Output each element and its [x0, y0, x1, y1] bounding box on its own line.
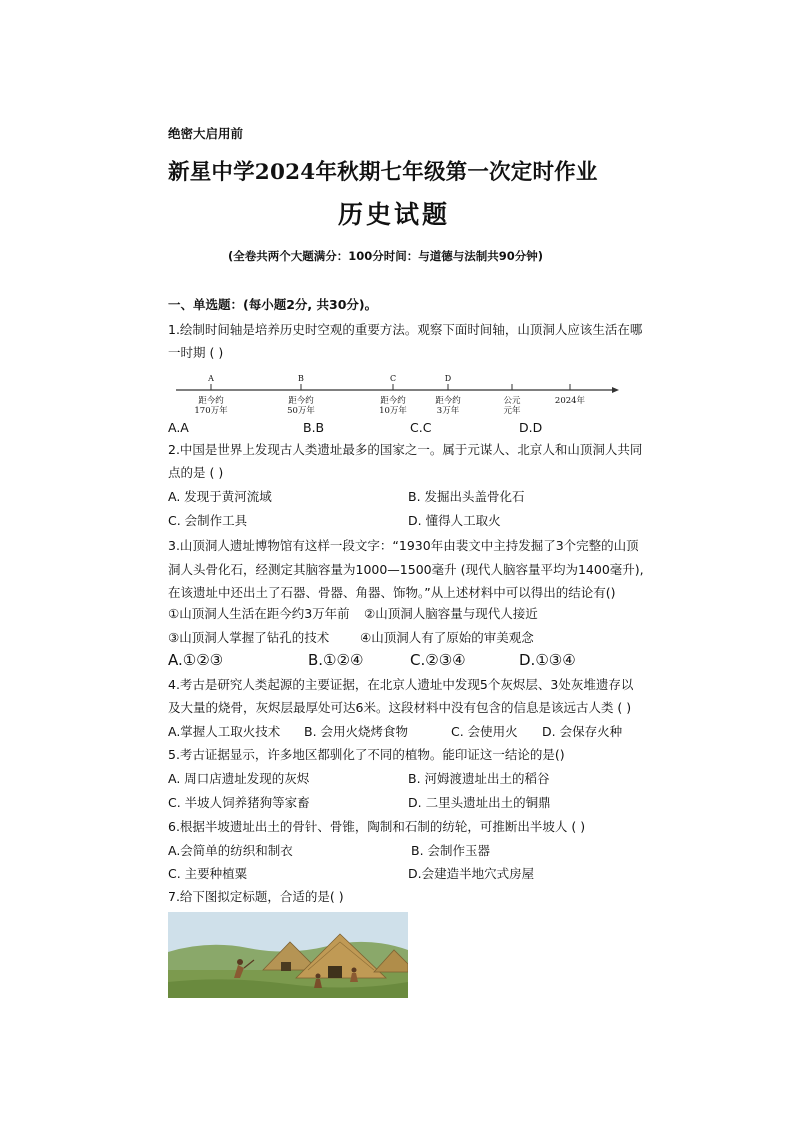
q4-text-line1: 4.考古是研究人类起源的主要证据，在北京人遗址中发现5个灰烬层、3处灰堆遗存以	[168, 677, 634, 692]
q3-statement-4: ④山顶洞人有了原始的审美观念	[360, 630, 534, 645]
q4-option-a[interactable]: A.掌握人工取火技术	[168, 724, 281, 739]
q1-option-c[interactable]: C.C	[410, 420, 432, 435]
q2-text-line2: 点的是 ( )	[168, 465, 224, 480]
q6-option-a[interactable]: A.会简单的纺织和制衣	[168, 843, 293, 858]
timeline-point-sublabel: 3万年	[436, 406, 460, 416]
q2-option-c[interactable]: C. 会制作工具	[168, 513, 248, 528]
timeline-mark-label: D	[444, 374, 452, 383]
q4-option-c[interactable]: C. 会使用火	[451, 724, 518, 739]
q3-statement-1: ①山顶洞人生活在距今约3万年前	[168, 606, 350, 621]
timeline-point-sublabel: 170万年	[194, 406, 228, 416]
timeline-point-label: 距今约	[288, 396, 314, 406]
q6-text-line1: 6.根据半坡遗址出土的骨针、骨锥，陶制和石制的纺轮，可推断出半坡人 ( )	[168, 819, 586, 834]
q3-statement-3: ③山顶洞人掌握了钻孔的技术	[168, 630, 330, 645]
timeline-point-label: 公元	[503, 396, 521, 406]
exam-note: (全卷共两个大题满分：100分时间：与道德与法制共90分钟)	[228, 249, 544, 263]
q2-text-line1: 2.中国是世界上发现古人类遗址最多的国家之一。属于元谋人、北京人和山顶洞人共同	[168, 442, 643, 457]
q5-text-line1: 5.考古证据显示，许多地区都驯化了不同的植物。能印证这一结论的是()	[168, 747, 565, 762]
timeline-point-sublabel: 50万年	[287, 406, 315, 416]
q3-text-line3: 在该遗址中还出土了石器、骨器、角器、饰物。”从上述材料中可以得出的结论有()	[168, 585, 616, 600]
q3-statement-2: ②山顶洞人脑容量与现代人接近	[364, 606, 538, 621]
timeline-mark-label: B	[298, 374, 304, 383]
q3-text-line1: 3.山顶洞人遗址博物馆有这样一段文字：“1930年由裴文中主持发掘了3个完整的山顶	[168, 538, 639, 553]
q3-option-a[interactable]: A.①②③	[168, 651, 224, 669]
timeline-point-label: 距今约	[435, 396, 461, 406]
q2-option-d[interactable]: D. 懂得人工取火	[408, 513, 501, 528]
timeline-point-sublabel: 元年	[503, 406, 521, 416]
q1-text-line2: 一时期 ( )	[168, 345, 224, 360]
timeline-arrow	[612, 387, 619, 393]
subject-title: 历史试题	[338, 200, 451, 229]
confidential-label: 绝密大启用前	[168, 126, 244, 141]
q2-option-a[interactable]: A. 发现于黄河流域	[168, 489, 272, 504]
timeline-point-label: 距今约	[380, 396, 406, 406]
timeline-mark-label: A	[208, 374, 214, 383]
q4-option-b[interactable]: B. 会用火烧烤食物	[304, 724, 409, 739]
q4-option-d[interactable]: D. 会保存火种	[542, 724, 623, 739]
village-illustration	[168, 912, 408, 998]
q3-option-c[interactable]: C.②③④	[410, 651, 466, 669]
q6-option-d[interactable]: D.会建造半地穴式房屋	[408, 866, 535, 881]
q1-text-line1: 1.绘制时间轴是培养历史时空观的重要方法。观察下面时间轴，山顶洞人应该生活在哪	[168, 322, 643, 337]
q7-text-line1: 7.给下图拟定标题，合适的是( )	[168, 889, 344, 904]
q1-option-d[interactable]: D.D	[519, 420, 543, 435]
section-heading: 一、单选题：(每小题2分, 共30分)。	[168, 297, 378, 312]
q1-option-b[interactable]: B.B	[303, 420, 325, 435]
q5-option-d[interactable]: D. 二里头遗址出土的铜鼎	[408, 795, 551, 810]
q1-option-a[interactable]: A.A	[168, 420, 189, 435]
timeline-mark-label: C	[389, 374, 397, 383]
timeline-point-label: 距今约	[198, 396, 224, 406]
q5-option-b[interactable]: B. 河姆渡遗址出土的稻谷	[408, 771, 550, 786]
q3-option-d[interactable]: D.①③④	[519, 651, 576, 669]
q5-option-a[interactable]: A. 周口店遗址发现的灰烬	[168, 771, 310, 786]
exam-title: 新星中学2024年秋期七年级第一次定时作业	[168, 160, 598, 185]
q4-text-line2: 及大量的烧骨，灰烬层最厚处可达6米。这段材料中没有包含的信息是该远古人类 ( )	[168, 700, 632, 715]
q6-option-c[interactable]: C. 主要种植粟	[168, 866, 248, 881]
q5-option-c[interactable]: C. 半坡人饲养猪狗等家畜	[168, 795, 310, 810]
q3-text-line2: 洞人头骨化石，经测定其脑容量为1000—1500毫升 (现代人脑容量平均为1400毫升),	[168, 562, 644, 577]
timeline-point-label: 2024年	[554, 396, 586, 406]
q2-option-b[interactable]: B. 发掘出头盖骨化石	[408, 489, 525, 504]
timeline-point-sublabel: 10万年	[379, 406, 407, 416]
q3-option-b[interactable]: B.①②④	[308, 651, 364, 669]
q6-option-b[interactable]: B. 会制作玉器	[411, 843, 491, 858]
timeline-figure	[172, 372, 622, 416]
